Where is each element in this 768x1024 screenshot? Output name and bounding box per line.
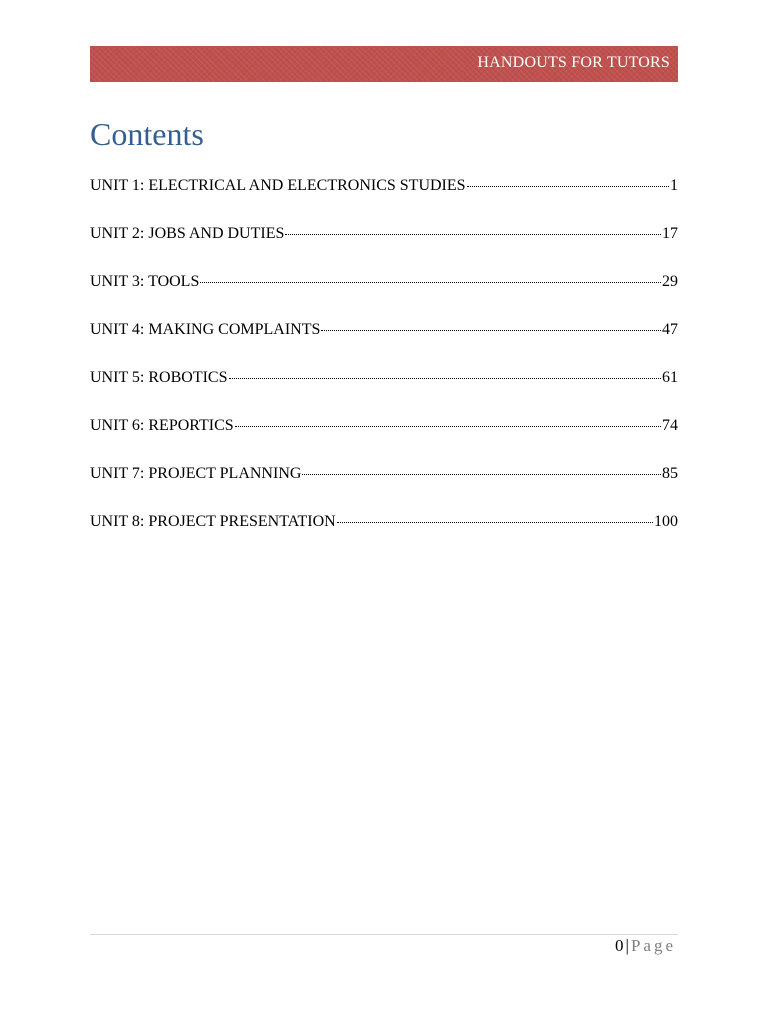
toc-entry-label: UNIT 7: PROJECT PLANNING	[90, 465, 302, 482]
toc-entry-page: 74	[662, 417, 678, 434]
table-of-contents	[90, 176, 678, 560]
footer-page-number: 0	[615, 936, 624, 955]
toc-dot-leader	[337, 522, 653, 523]
toc-entry-page: 85	[662, 465, 678, 482]
toc-entry-page: 47	[662, 321, 678, 338]
toc-dot-leader	[285, 234, 661, 235]
footer-page-label: Page	[630, 936, 676, 955]
toc-dot-leader	[467, 186, 669, 187]
header-band	[90, 46, 678, 82]
toc-entry-label: UNIT 6: REPORTICS	[90, 417, 234, 434]
toc-dot-leader	[229, 378, 662, 379]
toc-entry-page: 100	[654, 513, 678, 530]
toc-entry-label: UNIT 3: TOOLS	[90, 273, 200, 290]
toc-entry-unit-4[interactable]	[90, 320, 678, 368]
toc-entry-unit-1[interactable]	[90, 176, 678, 224]
toc-entry-unit-7[interactable]	[90, 464, 678, 512]
toc-entry-page: 29	[662, 273, 678, 290]
toc-entry-label: UNIT 1: ELECTRICAL AND ELECTRONICS STUDIES	[90, 177, 466, 194]
toc-entry-unit-8[interactable]	[90, 512, 678, 560]
toc-entry-label: UNIT 5: ROBOTICS	[90, 369, 228, 386]
page-footer	[615, 936, 676, 956]
footer-separator: |	[625, 936, 629, 955]
toc-dot-leader	[321, 330, 661, 331]
toc-entry-label: UNIT 2: JOBS AND DUTIES	[90, 225, 285, 242]
toc-dot-leader	[302, 474, 661, 475]
footer-divider	[90, 934, 678, 935]
toc-entry-unit-2[interactable]	[90, 224, 678, 272]
toc-dot-leader	[200, 282, 661, 283]
toc-entry-unit-5[interactable]	[90, 368, 678, 416]
toc-entry-page: 61	[662, 369, 678, 386]
toc-entry-page: 1	[670, 177, 678, 194]
contents-heading: Contents	[90, 116, 204, 152]
toc-entry-unit-6[interactable]	[90, 416, 678, 464]
toc-dot-leader	[235, 426, 661, 427]
toc-entry-page: 17	[662, 225, 678, 242]
toc-entry-label: UNIT 4: MAKING COMPLAINTS	[90, 321, 321, 338]
toc-entry-label: UNIT 8: PROJECT PRESENTATION	[90, 513, 336, 530]
toc-entry-unit-3[interactable]	[90, 272, 678, 320]
header-title: HANDOUTS FOR TUTORS	[477, 54, 670, 71]
